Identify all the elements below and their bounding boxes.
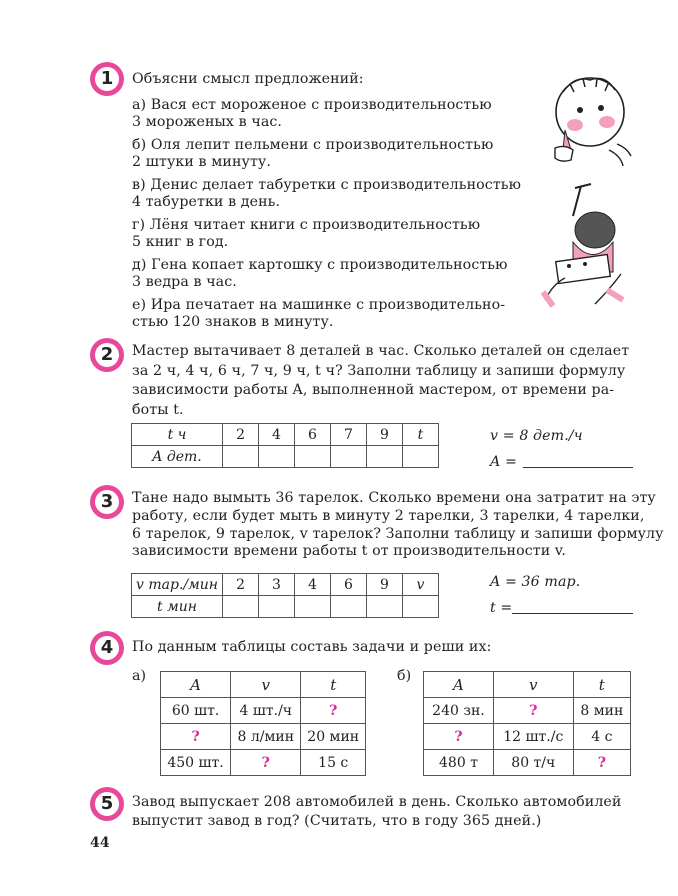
task1-item-line: 2 штуки в минуту. [132, 154, 271, 170]
table-header-cell: 2 [223, 424, 259, 446]
task2-line: боты t. [132, 401, 184, 418]
task4-intro: По данным таблицы составь задачи и реши их: [132, 639, 492, 655]
task2-answer-line [523, 467, 633, 468]
task3-line: 6 тарелок, 9 тарелок, v тарелок? Заполни таблицу и запиши формулу [132, 525, 664, 542]
table-header-cell: v [493, 672, 573, 698]
table-cell: 480 т [424, 750, 494, 776]
table-header-cell: t [402, 424, 438, 446]
task1-item-line: в) Денис делает табуретки с производительностью [132, 177, 522, 193]
table-header-cell: 4 [259, 424, 295, 446]
task4-table-b [423, 671, 631, 776]
task3-line: Тане надо вымыть 36 тарелок. Сколько времени она затратит на эту [132, 490, 656, 506]
table-cell: 4 с [573, 724, 630, 750]
table-header-cell: t ч [132, 424, 223, 446]
task4-table-a [160, 671, 366, 776]
task2-line: за 2 ч, 4 ч, 6 ч, 7 ч, 9 ч, t ч? Заполни таблицу и запиши формулу [132, 362, 626, 379]
task2-table [131, 423, 439, 468]
table-cell: 12 шт./с [493, 724, 573, 750]
table-header-cell: v [402, 574, 438, 596]
task1-intro: Объясни смысл предложений: [132, 71, 364, 87]
table-header-cell: t [301, 672, 366, 698]
table-cell: 4 шт./ч [231, 698, 301, 724]
table-header-cell: 6 [330, 574, 366, 596]
task1-item-line: б) Оля лепит пельмени с производительностью [132, 137, 494, 153]
table-cell: A дет. [132, 446, 223, 468]
table-cell: 450 шт. [161, 750, 231, 776]
girl-with-hammer-illustration [535, 180, 635, 310]
table-cell: ? [493, 698, 573, 724]
table-cell: ? [573, 750, 630, 776]
task-number-badge: 5 [90, 787, 124, 821]
task1-item-line: е) Ира печатает на машинке с производительно- [132, 297, 506, 313]
table-header-cell: 6 [295, 424, 331, 446]
task-number-badge: 3 [90, 485, 124, 519]
table-header-cell: 2 [223, 574, 259, 596]
task2-line: Мастер вытачивает 8 деталей в час. Сколько деталей он сделает [132, 343, 630, 359]
task3-formula-label: t = [490, 600, 513, 616]
table-cell: 20 мин [301, 724, 366, 750]
task3-line: работу, если будет мыть в минуту 2 тарелки, 3 тарелки, 4 тарелки, [132, 507, 645, 524]
task3-line: зависимости времени работы t от производительности v. [132, 543, 566, 560]
task1-item-line: стью 120 знаков в минуту. [132, 314, 334, 330]
task3-answer-line [512, 613, 633, 614]
task5-line: Завод выпускает 208 автомобилей в день. Сколько автомобилей [132, 794, 622, 810]
task1-item-line: а) Вася ест мороженое с производительностью [132, 97, 492, 113]
task-number-badge: 4 [90, 631, 124, 665]
table-header-cell: 9 [366, 574, 402, 596]
table-cell: ? [161, 724, 231, 750]
table-header-cell: t [573, 672, 630, 698]
table-header-cell: A [161, 672, 231, 698]
task3-a-label: A = 36 тар. [490, 574, 581, 590]
table-header-cell: A [424, 672, 494, 698]
task-number-badge: 2 [90, 338, 124, 372]
table-cell: ? [231, 750, 301, 776]
table-cell: 60 шт. [161, 698, 231, 724]
table-cell: 80 т/ч [493, 750, 573, 776]
task1-item-line: 3 ведра в час. [132, 274, 237, 290]
table-cell: 8 мин [573, 698, 630, 724]
table-cell: ? [424, 724, 494, 750]
task1-item-line: г) Лёня читает книги с производительностью [132, 217, 481, 233]
table-cell: 15 с [301, 750, 366, 776]
task2-v-label: v = 8 дет./ч [490, 428, 583, 444]
table-header-cell: 3 [259, 574, 295, 596]
boy-eating-icecream-illustration [535, 70, 635, 170]
table-cell: ? [301, 698, 366, 724]
task1-item-line: д) Гена копает картошку с производительностью [132, 257, 508, 273]
table-header-cell: 4 [295, 574, 331, 596]
page-number: 44 [90, 835, 110, 851]
table-header-cell: v [231, 672, 301, 698]
task1-item-line: 5 книг в год. [132, 234, 229, 250]
task4-label-b: б) [397, 668, 412, 684]
task2-formula-label: A = [490, 454, 517, 470]
task3-table [131, 573, 439, 618]
table-header-cell: 9 [366, 424, 402, 446]
task5-line: выпустит завод в год? (Считать, что в году 365 дней.) [132, 812, 542, 829]
table-cell: 240 зн. [424, 698, 494, 724]
table-cell: t мин [132, 596, 223, 618]
table-header-cell: 7 [330, 424, 366, 446]
table-header-cell: v тар./мин [132, 574, 223, 596]
task4-label-a: а) [132, 668, 147, 684]
table-cell: 8 л/мин [231, 724, 301, 750]
task1-item-line: 4 табуретки в день. [132, 194, 281, 210]
task1-item-line: 3 мороженых в час. [132, 114, 283, 130]
task-number-badge: 1 [90, 62, 124, 96]
task2-line: зависимости работы A, выполненной мастером, от времени ра- [132, 382, 615, 398]
